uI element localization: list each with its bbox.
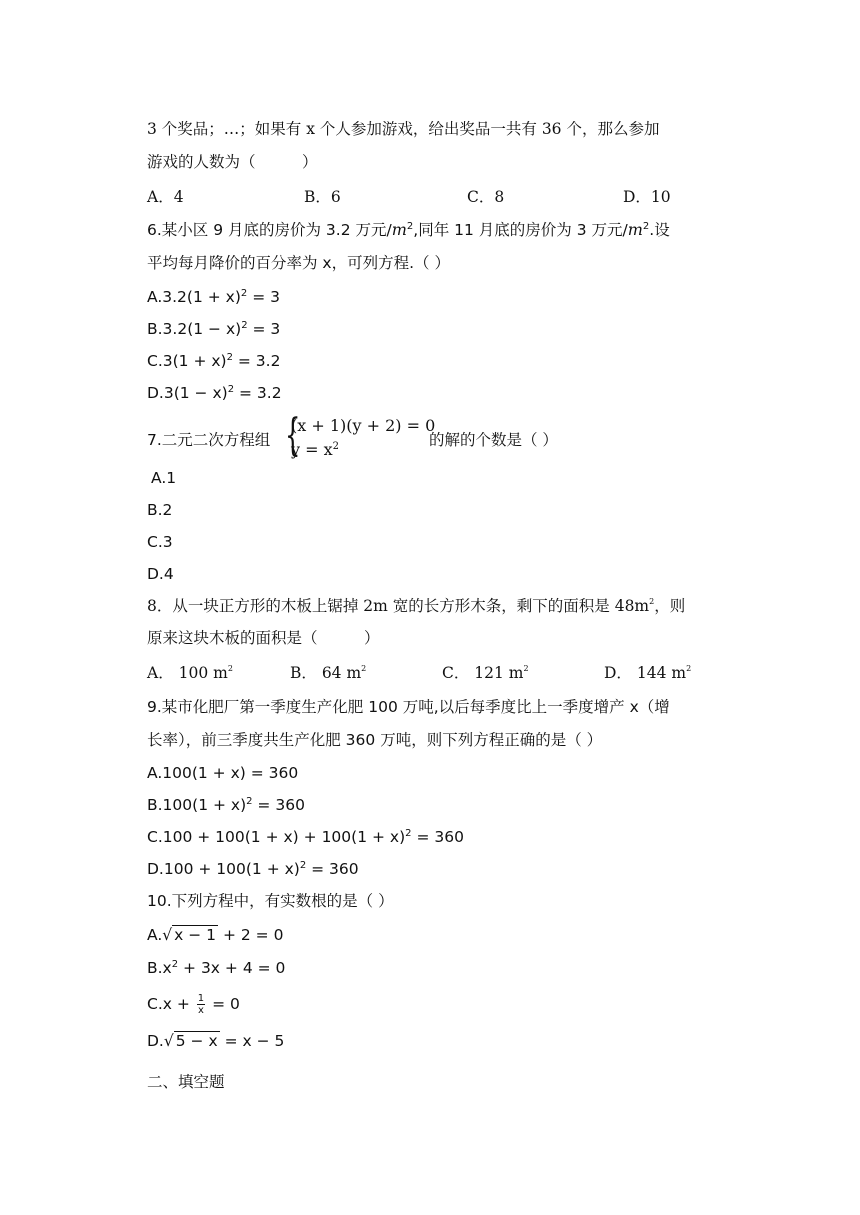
- q6-option-d: [147, 383, 282, 403]
- q7-option-b: B.2: [147, 501, 173, 519]
- q6-option-a: [147, 287, 280, 307]
- q8-option-a-text: A． 100 m: [147, 664, 228, 682]
- q6-option-b-tail: = 3: [247, 320, 281, 338]
- q6-option-c-tail: = 3.2: [232, 352, 281, 370]
- q9-option-b-text: B.100(1 + x): [147, 796, 247, 814]
- q8-option-b-sup: 2: [361, 664, 367, 673]
- sqrt-icon: √: [162, 926, 173, 944]
- q6-line2: 平均每月降价的百分率为 x，可列方程.（ ）: [147, 254, 450, 272]
- q9-option-a: A.100(1 + x) = 360: [147, 764, 299, 782]
- q8-option-a: [147, 663, 233, 683]
- q6-unit-sq: 2: [406, 221, 414, 232]
- q9-option-d-sup: 2: [299, 860, 307, 871]
- q10-option-a-radicand: x − 1: [174, 926, 217, 944]
- q10-option-d-prefix: D.: [147, 1032, 164, 1050]
- q9-option-d-text: D.100 + 100(1 + x): [147, 860, 300, 878]
- q5-option-a: A．4: [147, 188, 184, 206]
- q6-option-a-tail: = 3: [247, 288, 280, 306]
- left-brace-icon: {: [285, 410, 301, 461]
- q7-equation-2-sup: 2: [332, 441, 340, 452]
- q8-option-d: [604, 663, 691, 683]
- q6-option-b-text: B.3.2(1 − x): [147, 320, 242, 338]
- q5-line2: 游戏的人数为（ ）: [147, 153, 318, 171]
- q5-option-c: C．8: [467, 188, 505, 206]
- q10-option-d: [147, 1031, 284, 1051]
- q6-line1-pre: 6.某小区 9 月底的房价为 3.2 万元/: [147, 221, 392, 239]
- q6-option-a-text: A.3.2(1 + x): [147, 288, 241, 306]
- q6-unit-m: m: [391, 220, 407, 239]
- q10-line1: 10.下列方程中，有实数根的是（ ）: [147, 892, 394, 910]
- q9-option-d: [147, 859, 359, 879]
- q9-option-b-tail: = 360: [252, 796, 305, 814]
- fraction-numerator: 1: [197, 993, 205, 1004]
- q10-option-d-tail: = x − 5: [219, 1032, 285, 1050]
- q7-option-d: D.4: [147, 565, 174, 583]
- q6-line1-post: .设: [649, 221, 670, 239]
- q8-option-a-sup: 2: [227, 664, 233, 673]
- q6-option-d-tail: = 3.2: [234, 384, 282, 402]
- q10-option-c-prefix: C.x +: [147, 995, 195, 1013]
- q10-option-c: [147, 990, 240, 1018]
- q6-option-a-sup: 2: [240, 288, 248, 299]
- q7-equation-1: (x + 1)(y + 2) = 0: [291, 416, 436, 435]
- q9-option-c-sup: 2: [405, 828, 412, 839]
- q10-option-b: [147, 958, 285, 978]
- q8-option-c-text: C． 121 m: [442, 664, 524, 682]
- q6-option-b-sup: 2: [241, 320, 248, 331]
- q7-option-c: C.3: [147, 533, 173, 551]
- q6-option-d-text: D.3(1 − x): [147, 384, 228, 402]
- q10-option-b-tail: + 3x + 4 = 0: [178, 959, 286, 977]
- fraction: [197, 993, 205, 1016]
- q7-suffix: 的解的个数是（ ）: [429, 431, 558, 449]
- q6-line1: [147, 220, 670, 240]
- q8-line1: [147, 596, 685, 616]
- sqrt-icon: √: [163, 1032, 174, 1050]
- q6-option-c-sup: 2: [226, 352, 233, 363]
- q5-option-b: B．6: [304, 188, 341, 206]
- q9-line1: 9.某市化肥厂第一季度生产化肥 100 万吨,以后每季度比上一季度增产 x（增: [147, 698, 670, 716]
- q6-option-b: [147, 319, 280, 339]
- q7-option-a: A.1: [151, 469, 177, 487]
- q8-line1-sup: 2: [649, 597, 655, 606]
- q6-unit-sq-2: 2: [642, 221, 650, 232]
- q8-option-b: [290, 663, 366, 683]
- q8-line2: 原来这块木板的面积是（ ）: [147, 629, 380, 647]
- section-heading: 二、填空题: [147, 1073, 225, 1091]
- q7-equation-2-text: y = x: [291, 440, 333, 459]
- q9-line2: 长率），前三季度共生产化肥 360 万吨，则下列方程正确的是（ ）: [147, 731, 603, 749]
- q8-option-d-sup: 2: [686, 664, 692, 673]
- q8-option-b-text: B． 64 m: [290, 664, 362, 682]
- q8-line1-text: 8．从一块正方形的木板上锯掉 2m 宽的长方形木条，剩下的面积是 48m: [147, 597, 650, 615]
- q6-option-d-sup: 2: [227, 384, 235, 395]
- q9-option-c-tail: = 360: [411, 828, 464, 846]
- q9-option-b: [147, 795, 305, 815]
- q8-option-c: [442, 663, 529, 683]
- q10-option-c-tail: = 0: [207, 995, 240, 1013]
- q6-unit-m-2: m: [627, 220, 643, 239]
- q9-option-c-text: C.100 + 100(1 + x) + 100(1 + x): [147, 828, 406, 846]
- q5-line1: 3 个奖品；…；如果有 x 个人参加游戏，给出奖品一共有 36 个，那么参加: [147, 120, 660, 138]
- q8-option-d-text: D． 144 m: [604, 664, 687, 682]
- q9-option-c: [147, 827, 464, 847]
- q9-option-d-tail: = 360: [306, 860, 359, 878]
- q6-option-c: [147, 351, 280, 371]
- q7-equation-2: [291, 440, 339, 459]
- q10-option-a-tail: + 2 = 0: [218, 926, 284, 944]
- q10-option-b-sup: 2: [171, 959, 179, 970]
- q10-option-a: [147, 925, 283, 945]
- q10-option-a-prefix: A.: [147, 926, 163, 944]
- q6-option-c-text: C.3(1 + x): [147, 352, 227, 370]
- q9-option-b-sup: 2: [246, 796, 253, 807]
- q8-option-c-sup: 2: [523, 664, 529, 673]
- q10-option-d-radicand: 5 − x: [175, 1032, 218, 1050]
- q5-option-d: D．10: [623, 188, 671, 206]
- q10-option-b-text: B.x: [147, 959, 172, 977]
- fraction-denominator: x: [197, 1005, 204, 1016]
- q7-prefix: 7.二元二次方程组: [147, 431, 271, 449]
- q6-line1-mid: ,同年 11 月底的房价为 3 万元/: [413, 221, 628, 239]
- q8-line1-post: ，则: [654, 597, 686, 615]
